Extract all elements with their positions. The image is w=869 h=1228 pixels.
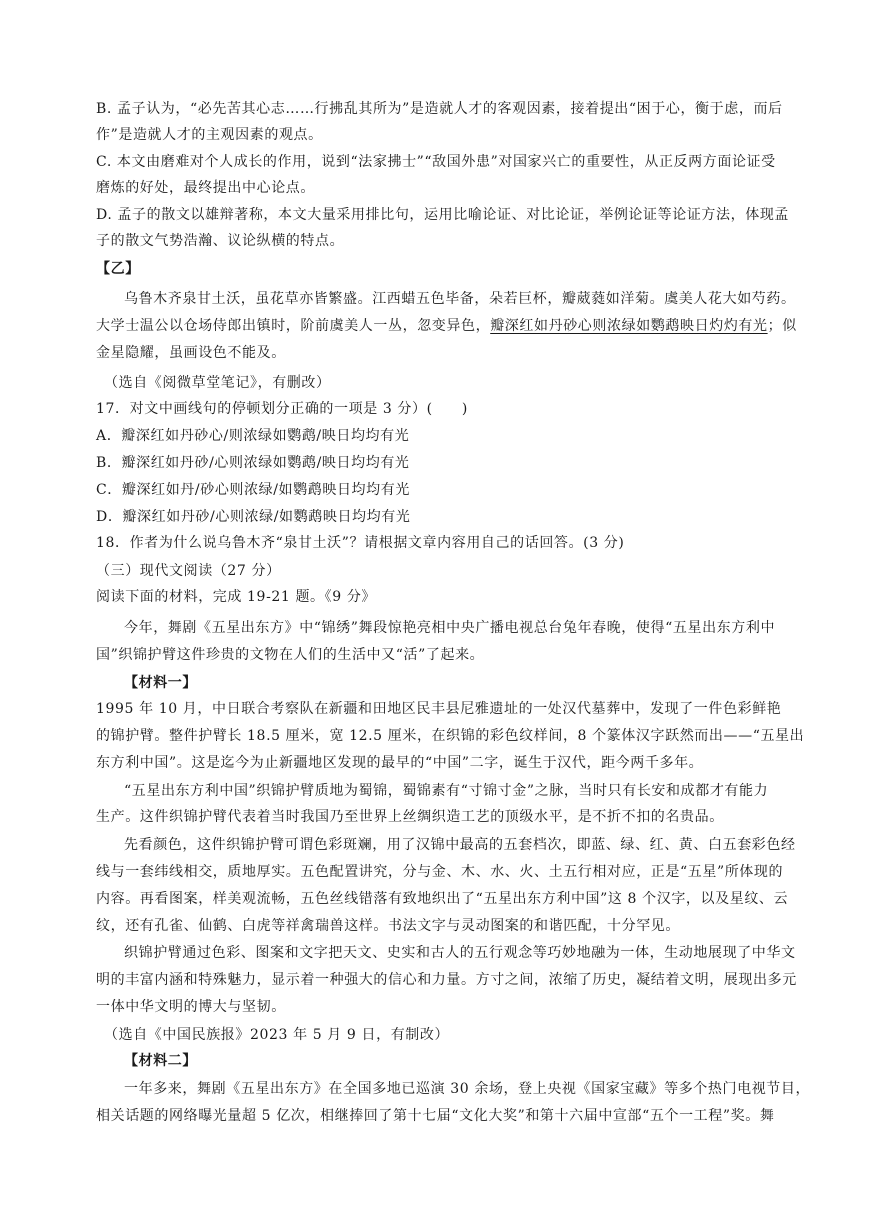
m1-p4-line-3: 一体中华文明的博大与坚韧。 (96, 999, 286, 1015)
question-17-option-c: C．瓣深红如丹/砂心则浓绿/如鹦鹉映日均均有光 (96, 482, 410, 498)
intro-line-1: 今年，舞剧《五星出东方》中“锦绣”舞段惊艳亮相中央广播电视总台兔年春晚，使得“五星出东方利中 (124, 620, 776, 636)
passage-yi-heading: 【乙】 (96, 261, 140, 277)
m1-p1-line-3: 东方利中国”。这是迄今为止新疆地区发现的最早的“中国”二字，诞生于汉代，距今两千多年。 (96, 755, 704, 771)
m1-p1-line-1: 1995 年 10 月，中日联合考察队在新疆和田地区民丰县尼雅遗址的一处汉代墓葬中，发现了一件色彩鲜艳 (96, 701, 782, 717)
question-17-stem: 17．对文中画线句的停顿划分正确的一项是 3 分）( ) (96, 401, 468, 417)
intro-line-2: 国”织锦护臂这件珍贵的文物在人们的生活中又“活”了起来。 (96, 647, 485, 663)
material-2-heading: 【材料二】 (124, 1053, 197, 1069)
m1-p2-line-2: 生产。这件织锦护臂代表着当时我国乃至世界上丝绸织造工艺的顶级水平，是不折不扣的名贵品。 (96, 809, 724, 825)
passage-yi-line-2-pre: 大学士温公以仓场侍郎出镇时，阶前虞美人一丛，忽变异色， (96, 318, 491, 334)
option-b-line-1: B. 孟子认为，“必先苦其心志……行拂乱其所为”是造就人才的客观因素，接着提出“困于心，衡于虑，而后 (96, 101, 783, 117)
m1-p3-line-3: 内容。再看图案，样美观流畅，五色丝线错落有致地织出了“五星出东方利中国”这 8 个汉字，以及星纹、云 (96, 891, 789, 907)
section-3-instruction: 阅读下面的材料，完成 19-21 题。《9 分》 (96, 589, 377, 605)
underlined-sentence: 瓣深红如丹砂心则浓绿如鹦鹉映日灼灼有光 (490, 318, 768, 334)
passage-yi-source: （选自《阅微草堂笔记》，有删改） (104, 375, 331, 391)
option-d-line-1: D. 孟子的散文以雄辩著称，本文大量采用排比句，运用比喻论证、对比论证，举例论证等论证方法，体现孟 (96, 207, 790, 223)
option-c-line-2: 磨炼的好处，最终提出中心论点。 (96, 180, 315, 196)
option-d-line-2: 子的散文气势浩瀚、议论纵横的特点。 (96, 233, 345, 249)
option-c-line-1: C. 本文由磨难对个人成长的作用，说到“法家拂士”“敌国外患”对国家兴亡的重要性，从正反两方面论证受 (96, 154, 776, 170)
m1-p4-line-2: 明的丰富内涵和特殊魅力，显示着一种强大的信心和力量。方寸之间，浓缩了历史，凝结着文明，展现出多元 (96, 972, 797, 988)
m1-p2-line-1: “五星出东方利中国”织锦护臂质地为蜀锦，蜀锦素有“寸锦寸金”之脉，当时只有长安和成都才有能力 (124, 783, 769, 799)
section-3-heading: （三）现代文阅读（27 分） (96, 563, 281, 579)
m1-p3-line-1: 先看颜色，这件织锦护臂可谓色彩斑斓，用了汉锦中最高的五套档次，即蓝、绿、红、黄、白五套彩色经 (124, 837, 796, 853)
question-17-option-a: A．瓣深红如丹砂心/则浓绿如鹦鹉/映日均均有光 (96, 428, 410, 444)
passage-yi-line-2 (96, 315, 816, 337)
material-1-heading: 【材料一】 (124, 675, 197, 691)
m2-p1-line-2: 相关话题的网络曝光量超 5 亿次，相继捧回了第十七届“文化大奖”和第十六届中宣部“五个一工程”奖。舞 (96, 1108, 775, 1124)
passage-yi-line-1: 乌鲁木齐泉甘土沃，虽花草亦皆繁盛。江西蜡五色毕备，朵若巨杯，瓣葳蕤如洋菊。虞美人花大如芍药。 (124, 291, 796, 307)
m1-p4-line-1: 织锦护臂通过色彩、图案和文字把天文、史实和古人的五行观念等巧妙地融为一体，生动地展现了中华文 (124, 945, 796, 961)
m1-p3-line-4: 纹，还有孔雀、仙鹤、白虎等祥禽瑞兽这样。书法文字与灵动图案的和谐匹配，十分罕见。 (96, 918, 680, 934)
option-b-line-2: 作”是造就人才的主观因素的观点。 (96, 127, 323, 143)
passage-yi-line-3: 金星隐耀，虽画设色不能及。 (96, 345, 286, 361)
question-17-option-b: B．瓣深红如丹砂/心则浓绿如鹦鹉/映日均均有光 (96, 455, 410, 471)
question-17-option-d: D．瓣深红如丹砂/心则浓绿/如鹦鹉映日均均有光 (96, 509, 411, 525)
passage-yi-line-2-post: ；似 (767, 318, 797, 334)
m2-p1-line-1: 一年多来，舞剧《五星出东方》在全国多地已巡演 30 余场，登上央视《国家宝藏》等多个热门电视节目， (124, 1081, 811, 1097)
m1-p3-line-2: 线与一套纬线相交，质地厚实。五色配置讲究，分与金、木、水、火、土五行相对应，正是“五星”所体现的 (96, 864, 784, 880)
material-1-source: （选自《中国民族报》2023 年 5 月 9 日，有制改） (104, 1027, 450, 1043)
question-18-stem: 18．作者为什么说乌鲁木齐“泉甘土沃”？请根据文章内容用自己的话回答。(3 分) (96, 535, 625, 551)
m1-p1-line-2: 的锦护臂。整件护臂长 18.5 厘米，宽 12.5 厘米，在织锦的彩色纹样间，8 个篆体汉字跃然而出——“五星出 (96, 728, 805, 744)
